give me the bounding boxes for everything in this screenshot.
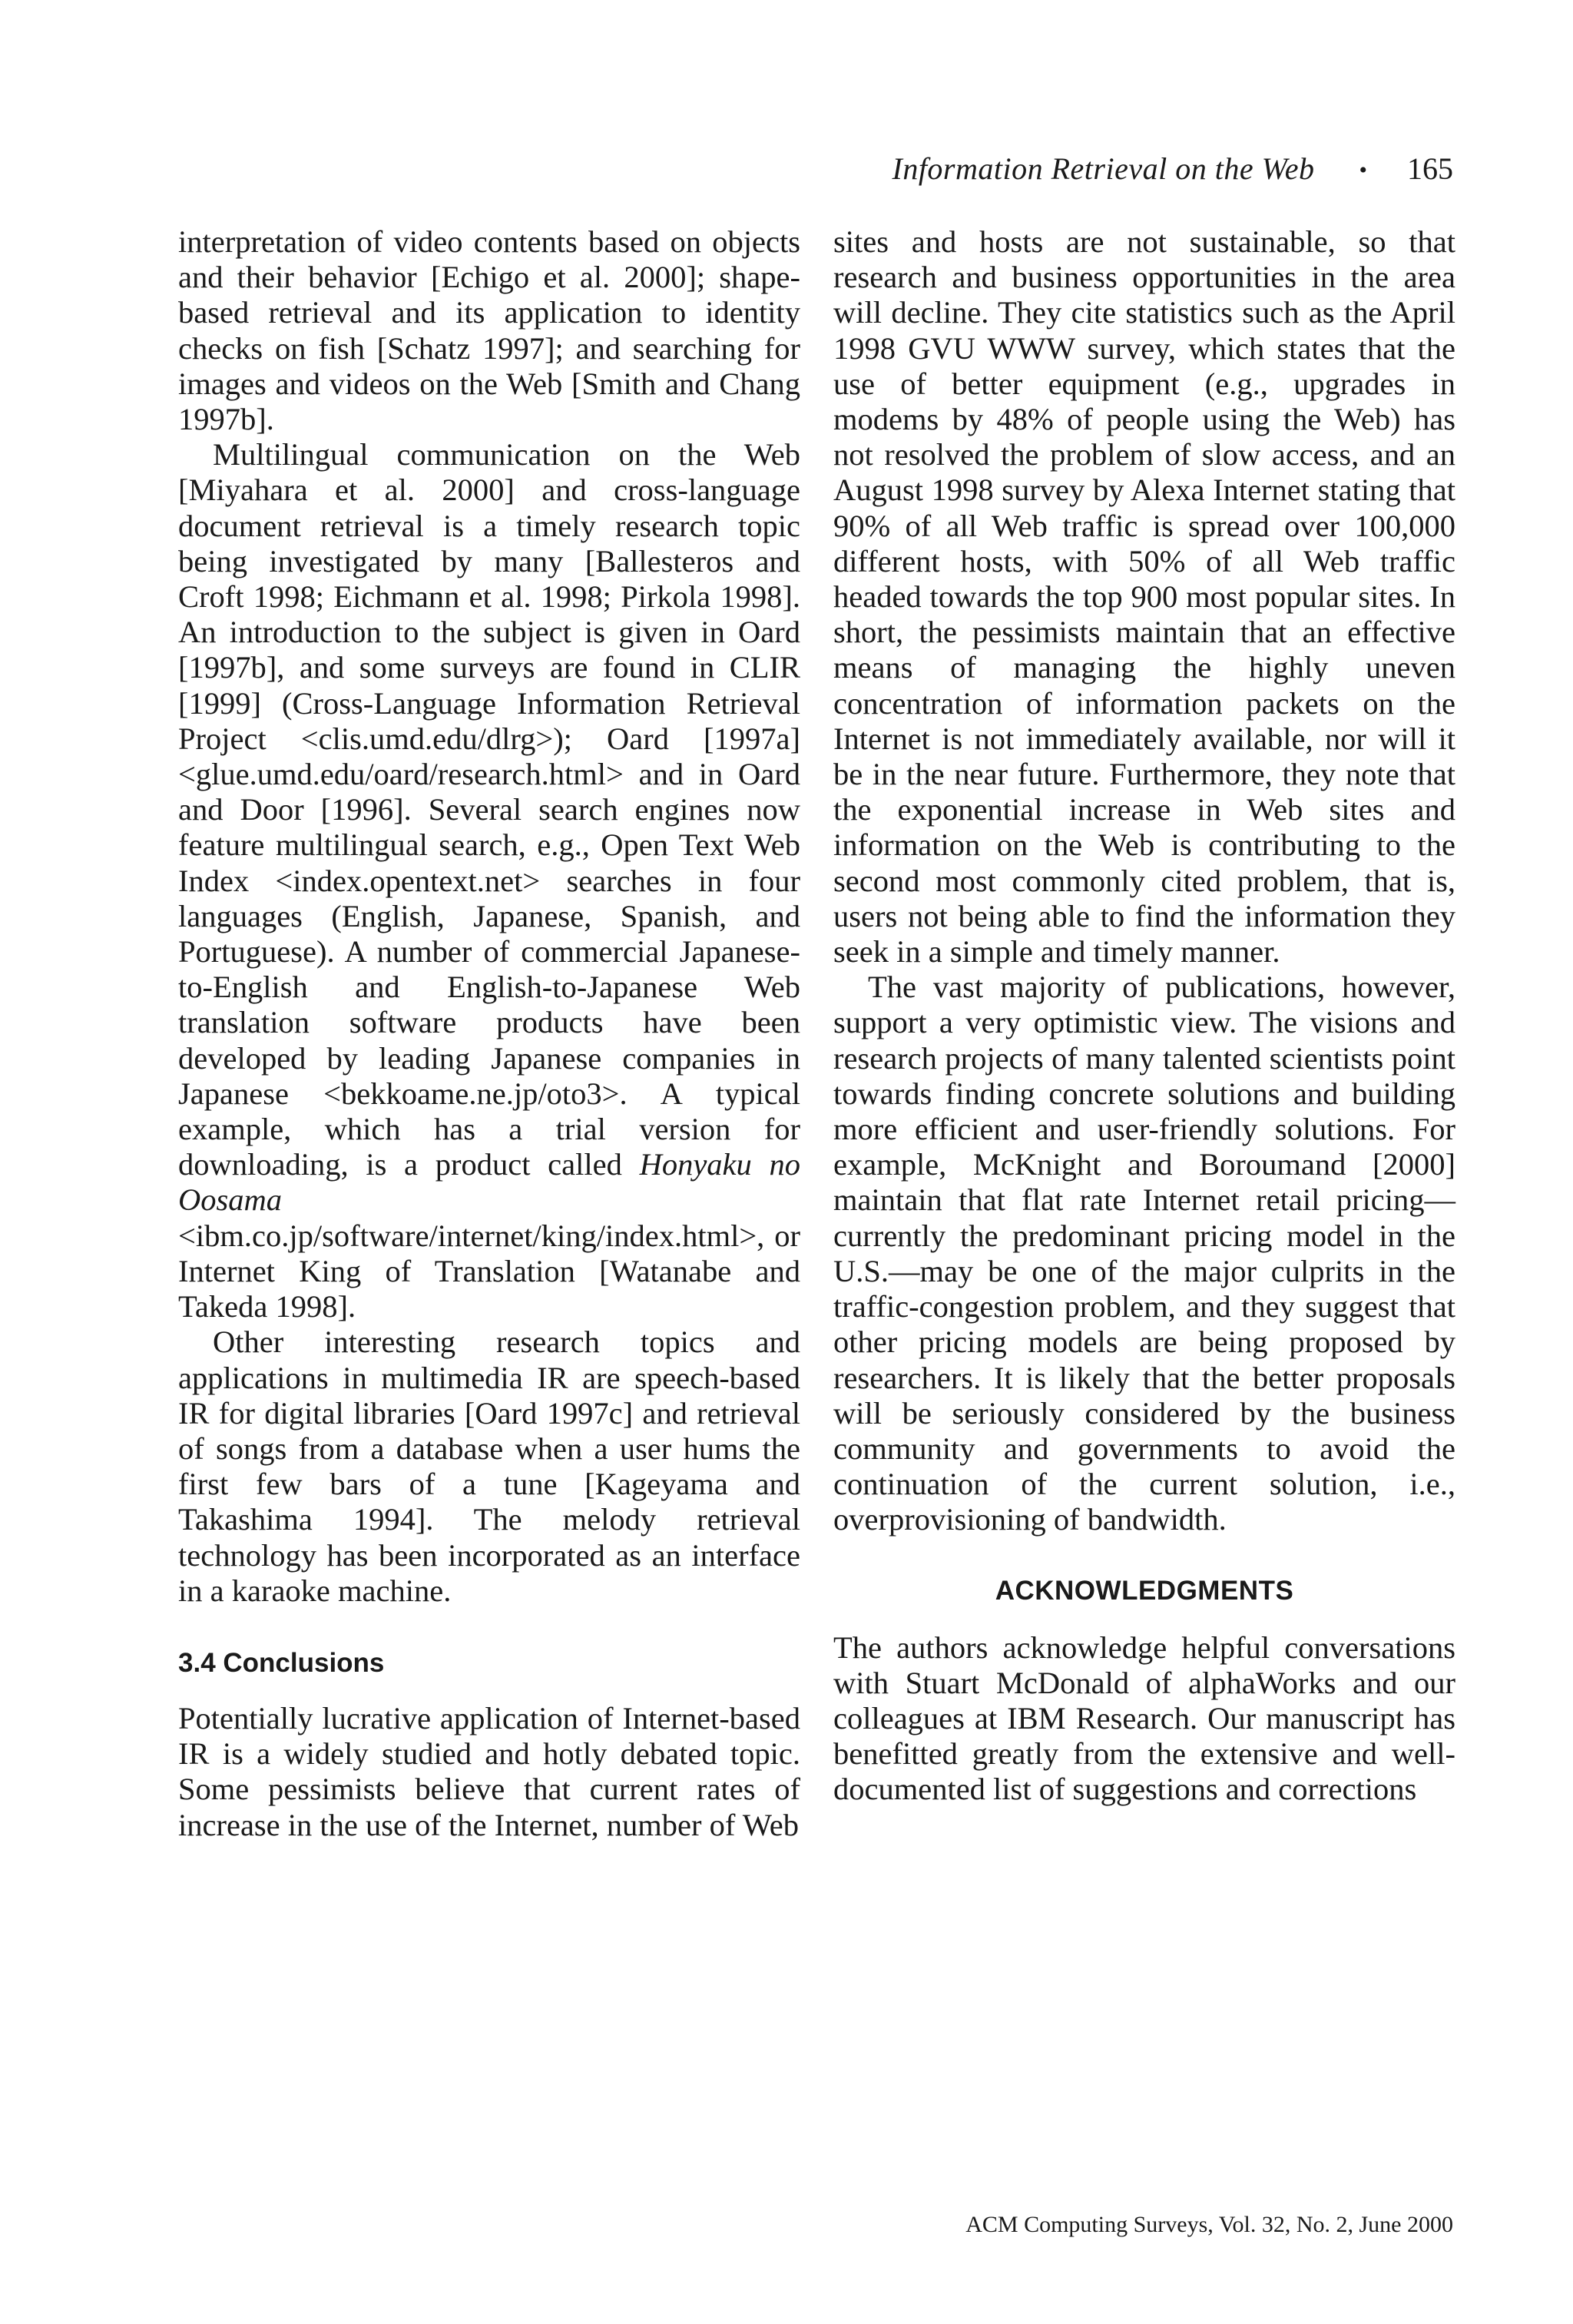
page-footer: ACM Computing Surveys, Vol. 32, No. 2, June 2000: [965, 2212, 1453, 2237]
acknowledgments-heading: ACKNOWLEDGMENTS: [995, 1575, 1294, 1606]
paragraph: Potentially lucrative application of Internet-based IR is a widely studied and hotly debated topic. Some pessimists believe that current rates of increase in the use of the Internet, number of Web: [178, 1700, 800, 1842]
page-number: 165: [1407, 151, 1453, 186]
product-name: Honyaku no Oosama: [178, 1147, 800, 1218]
running-header: [178, 146, 1453, 192]
paragraph-text: <ibm.co.jp/software/internet/king/index.html>, or Internet King of Translation [Watanabe and Takeda 1998].: [178, 1218, 800, 1324]
header-bullet: •: [1359, 157, 1367, 183]
section-heading: 3.4 Conclusions: [178, 1647, 385, 1678]
running-title: Information Retrieval on the Web: [892, 151, 1315, 186]
paragraph: interpretation of video contents based on objects and their behavior [Echigo et al. 2000]; shape-based retrieval and its application to identity checks on fish [Schatz 1997]; and searching for images and videos on the Web [Smith and Chang 1997b].: [178, 224, 800, 437]
paragraph: [178, 437, 800, 1324]
right-column: [833, 224, 1455, 1808]
paragraph-text: Multilingual communication on the Web [Miyahara et al. 2000] and cross-language document retrieval is a timely research topic being investigated by many [Ballesteros and Croft 1998; Eichmann et al. 1998; Pirkola 1998]. An introduction to the subject is given in Oard [1997b], and some surveys are found in CLIR [1999] (Cross-Language Information Retrieval Project <clis.umd.edu/dlrg>); Oard [1997a] <glue.umd.edu/oard/research.html> and in Oard and Door [1996]. Several search engines now feature multilingual search, e.g., Open Text Web Index <index.opentext.net> searches in four languages (English, Japanese, Spanish, and Portuguese). A number of commercial Japanese-to-English and English-to-Japanese Web translation software products have been developed by leading Japanese companies in Japanese <bekkoame.ne.jp/oto3>. A typical example, which has a trial version for downloading, is a product called: [178, 437, 800, 1182]
paragraph: The vast majority of publications, however, support a very optimistic view. The visions and research projects of many talented scientists point towards finding concrete solutions and building more efficient and user-friendly solutions. For example, McKnight and Boroumand [2000] maintain that flat rate Internet retail pricing—currently the predominant pricing model in the U.S.—may be one of the major culprits in the traffic-congestion problem, and they suggest that other pricing models are being proposed by researchers. It is likely that the better proposals will be seriously considered by the business community and governments to avoid the continuation of the current solution, i.e., overprovisioning of bandwidth.: [833, 970, 1455, 1537]
paragraph: Other interesting research topics and applications in multimedia IR are speech-based IR for digital libraries [Oard 1997c] and retrieval of songs from a database when a user hums the first few bars of a tune [Kageyama and Takashima 1994]. The melody retrieval technology has been incorporated as an interface in a karaoke machine.: [178, 1324, 800, 1608]
paragraph: sites and hosts are not sustainable, so that research and business opportunities in the area will decline. They cite statistics such as the April 1998 GVU WWW survey, which states that the use of better equipment (e.g., upgrades in modems by 48% of people using the Web) has not resolved the problem of slow access, and an August 1998 survey by Alexa Internet stating that 90% of all Web traffic is spread over 100,000 different hosts, with 50% of all Web traffic headed towards the top 900 most popular sites. In short, the pessimists maintain that an effective means of managing the highly uneven concentration of information packets on the Internet is not immediately available, nor will it be in the near future. Furthermore, they note that the exponential increase in Web sites and information on the Web is contributing to the second most commonly cited problem, that is, users not being able to find the information they seek in a simple and timely manner.: [833, 224, 1455, 970]
paragraph: The authors acknowledge helpful conversations with Stuart McDonald of alphaWorks and our colleagues at IBM Research. Our manuscript has benefitted greatly from the extensive and well-documented list of suggestions and corrections: [833, 1629, 1455, 1807]
left-column: [178, 224, 800, 1843]
